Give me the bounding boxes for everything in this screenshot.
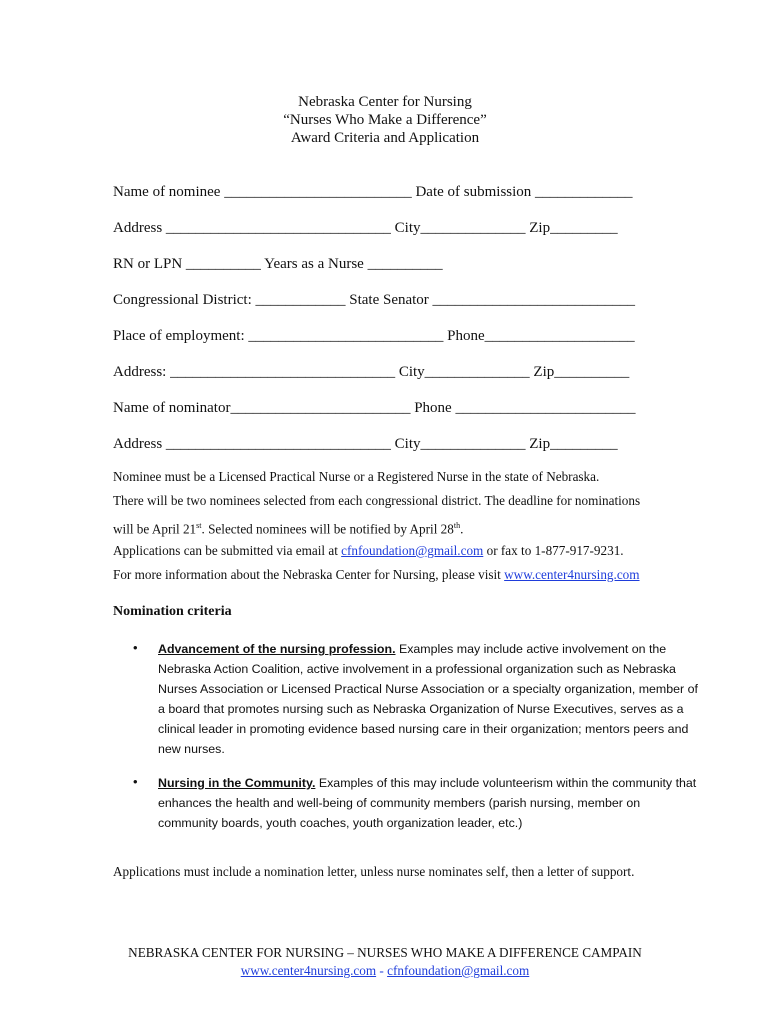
submission-part-2: or fax to 1-877-917-9231. <box>483 543 624 558</box>
eligibility-text: Nominee must be a Licensed Practical Nurse or a Registered Nurse in the state of Nebraska. <box>113 469 600 484</box>
more-info-text <box>113 563 693 587</box>
application-fields <box>113 182 673 470</box>
field-row-district[interactable]: Congressional District: ____________ State Senator ___________________________ <box>113 292 636 308</box>
criteria-item-community-body: Examples of this may include volunteerism within the community that enhances the health and well-being of community members (parish nursing, member on community boards, youth coaches, youth organization leader, etc.) <box>158 776 697 830</box>
title-line-2: “Nurses Who Make a Difference” <box>283 112 487 128</box>
website-link[interactable]: www.center4nursing.com <box>504 567 640 582</box>
deadline-sup-1: st <box>196 521 202 530</box>
selection-text: There will be two nominees selected from each congressional district. The deadline for nominations <box>113 493 641 508</box>
bullet-icon: • <box>133 640 138 655</box>
document-title <box>0 93 770 147</box>
criteria-item-community <box>158 773 698 833</box>
title-line-3: Award Criteria and Application <box>290 130 480 146</box>
more-info-part-1: For more information about the Nebraska Center for Nursing, please visit <box>113 567 505 582</box>
deadline-part-3: . <box>460 521 464 537</box>
closing-text: Applications must include a nomination letter, unless nurse nominates self, then a letter of support. <box>113 864 635 879</box>
criteria-item-profession-heading: Advancement of the nursing profession. <box>158 642 396 656</box>
submission-text <box>113 539 693 563</box>
criteria-item-community-heading: Nursing in the Community. <box>158 776 316 790</box>
title-line-1: Nebraska Center for Nursing <box>298 94 472 110</box>
deadline-part-1: will be April 21 <box>113 521 197 537</box>
field-row-nominator[interactable]: Name of nominator________________________ Phone ________________________ <box>113 400 636 416</box>
footer-website-link[interactable]: www.center4nursing.com <box>240 963 377 978</box>
criteria-item-profession-body: Examples may include active involvement on the Nebraska Action Coalition, active involvement in a professional organization such as Nebraska Nurses Association or Licensed Practical Nurse Association or a specialty organization, member of a board that promotes nursing such as Nebraska Organization of Nurse Executives, serves as a clinical leader in promoting evidence based nursing care in their organization; mentors peers and new nurses. <box>158 642 698 756</box>
footer-links <box>0 962 770 980</box>
criteria-item-profession <box>158 639 698 759</box>
footer-campaign-title: NEBRASKA CENTER FOR NURSING – NURSES WHO MAKE A DIFFERENCE CAMPAIN <box>128 945 642 960</box>
criteria-heading: Nomination criteria <box>113 604 232 619</box>
deadline-text <box>113 514 693 541</box>
deadline-sup-2: th <box>453 521 461 530</box>
page-footer <box>0 944 770 980</box>
field-row-nominator-address[interactable]: Address ______________________________ City______________ Zip_________ <box>113 436 618 452</box>
submission-part-1: Applications can be submitted via email at <box>113 543 342 558</box>
field-row-employer-address[interactable]: Address: ______________________________ City______________ Zip__________ <box>113 364 630 380</box>
deadline-part-2: . Selected nominees will be notified by April 28 <box>201 521 454 537</box>
email-link[interactable]: cfnfoundation@gmail.com <box>341 543 484 558</box>
field-row-address[interactable]: Address ______________________________ City______________ Zip_________ <box>113 220 618 236</box>
field-row-license[interactable]: RN or LPN __________ Years as a Nurse __________ <box>113 256 443 272</box>
footer-email-link[interactable]: cfnfoundation@gmail.com <box>387 963 530 978</box>
footer-separator: - <box>376 963 388 978</box>
bullet-icon: • <box>133 774 138 789</box>
field-row-nominee[interactable]: Name of nominee _________________________ Date of submission _____________ <box>113 184 633 200</box>
field-row-employment[interactable]: Place of employment: __________________________ Phone____________________ <box>113 328 635 344</box>
